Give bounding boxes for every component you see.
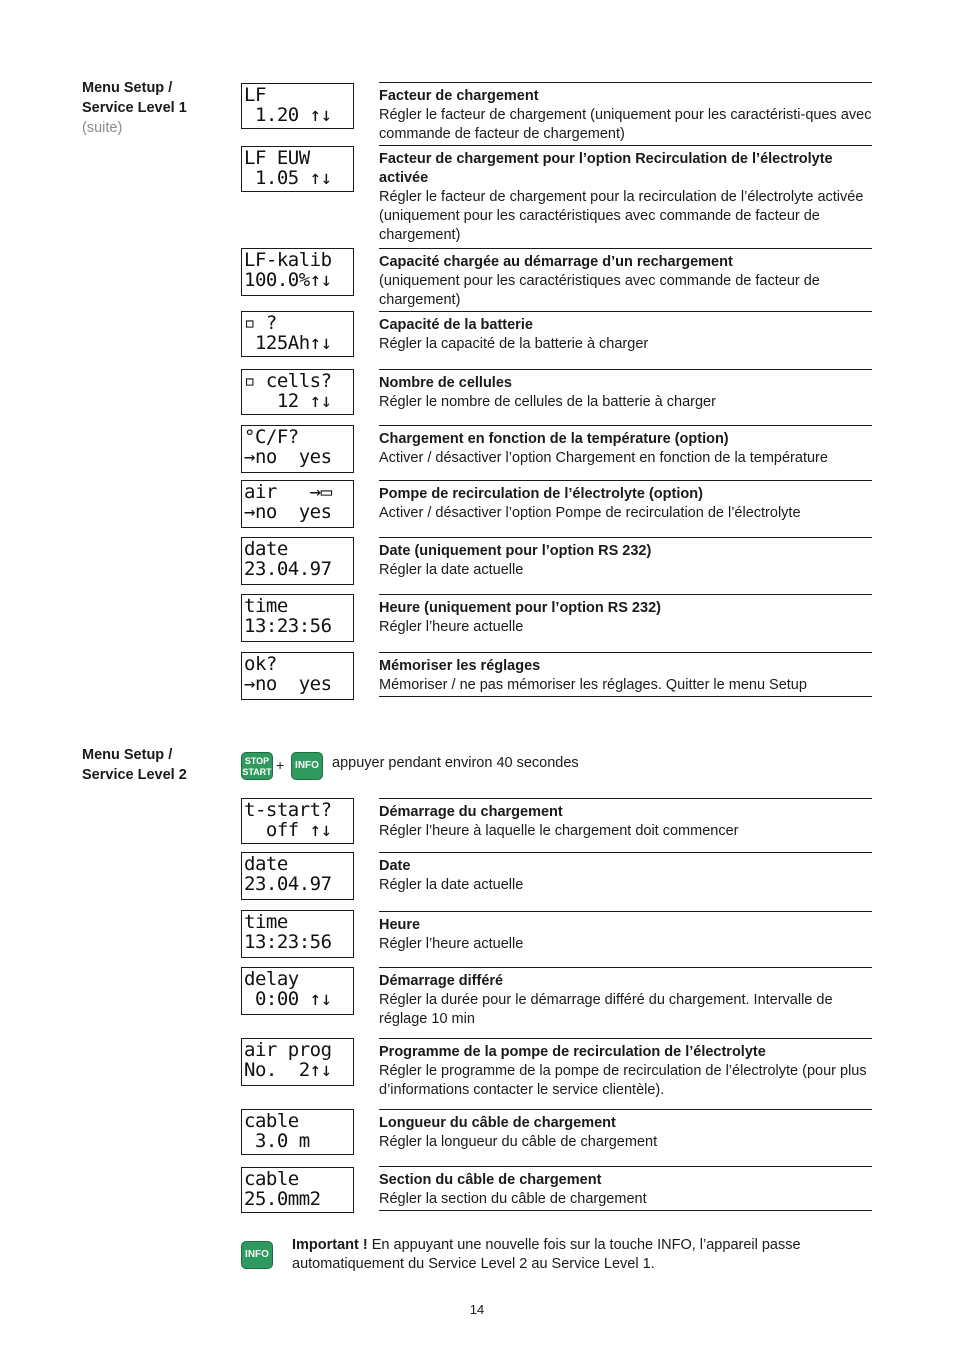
setting-description bbox=[379, 652, 872, 695]
lcd-line1: cable bbox=[244, 1169, 299, 1189]
setting-title: Démarrage différé bbox=[379, 973, 504, 989]
instruction-text: appuyer pendant environ 40 secondes bbox=[332, 755, 579, 771]
setting-body: Activer / désactiver l’option Pompe de recirculation de l’électrolyte bbox=[379, 505, 801, 521]
setting-title: Facteur de chargement pour l’option Recirculation de l’électrolyte activée bbox=[379, 151, 833, 186]
setting-description bbox=[379, 369, 872, 412]
lcd-line1: date bbox=[244, 539, 288, 559]
lcd-display bbox=[241, 369, 354, 415]
setting-description bbox=[379, 537, 872, 580]
lcd-line2: →no yes bbox=[244, 447, 332, 467]
setting-description bbox=[379, 311, 872, 354]
setting-title: Heure (uniquement pour l’option RS 232) bbox=[379, 600, 661, 616]
setting-description bbox=[379, 480, 872, 523]
lcd-display bbox=[241, 480, 354, 528]
lcd-line2: 100.0%↑↓ bbox=[244, 270, 332, 290]
lcd-line2: →no yes bbox=[244, 674, 332, 694]
setting-body: Régler l’heure actuelle bbox=[379, 619, 524, 635]
start-text: START bbox=[242, 767, 272, 777]
lcd-display bbox=[241, 311, 354, 357]
setting-body: Régler l’heure actuelle bbox=[379, 936, 524, 952]
lcd-display bbox=[241, 425, 354, 473]
setting-body: Activer / désactiver l’option Chargement en fonction de la température bbox=[379, 450, 828, 466]
setting-description bbox=[379, 1166, 872, 1209]
label-line2: Service Level 2 bbox=[82, 767, 187, 783]
setting-title: Capacité de la batterie bbox=[379, 317, 533, 333]
lcd-line2: 0:00 ↑↓ bbox=[244, 989, 332, 1009]
setting-description bbox=[379, 798, 872, 841]
lcd-line2: off ↑↓ bbox=[244, 820, 332, 840]
stop-start-button-icon bbox=[241, 752, 273, 780]
setting-description bbox=[379, 594, 872, 637]
lcd-line2: 1.05 ↑↓ bbox=[244, 168, 332, 188]
lcd-line1: °C/F? bbox=[244, 427, 299, 447]
setting-body: Régler la longueur du câble de chargement bbox=[379, 1134, 658, 1150]
lcd-display bbox=[241, 1038, 354, 1086]
setting-title: Date bbox=[379, 858, 411, 874]
lcd-line2: 12 ↑↓ bbox=[244, 391, 332, 411]
label-line1: Menu Setup / bbox=[82, 80, 173, 96]
lcd-display bbox=[241, 83, 354, 129]
setting-title: Nombre de cellules bbox=[379, 375, 512, 391]
lcd-line1: t-start? bbox=[244, 800, 332, 820]
setting-description bbox=[379, 425, 872, 468]
lcd-line1: delay bbox=[244, 969, 299, 989]
lcd-line1: air →▭ bbox=[244, 482, 332, 502]
important-lead: Important ! bbox=[292, 1237, 368, 1253]
setting-body: Régler le programme de la pompe de recirculation de l’électrolyte (pour plus d’informations contacter le service clientèle). bbox=[379, 1063, 867, 1098]
lcd-display bbox=[241, 852, 354, 900]
lcd-line2: 13:23:56 bbox=[244, 616, 332, 636]
setting-title: Date (uniquement pour l’option RS 232) bbox=[379, 543, 652, 559]
setting-description bbox=[379, 911, 872, 954]
lcd-display bbox=[241, 910, 354, 958]
setting-description bbox=[379, 967, 872, 1029]
page-number: 14 bbox=[469, 1302, 485, 1317]
plus-sign: + bbox=[276, 757, 285, 773]
important-note bbox=[292, 1236, 882, 1274]
setting-body: Régler le nombre de cellules de la batterie à charger bbox=[379, 394, 716, 410]
setting-body: Régler la date actuelle bbox=[379, 877, 524, 893]
closing-rule bbox=[379, 696, 872, 697]
setting-body: Régler le facteur de chargement pour la recirculation de l’électrolyte activée (uniquement pour les caractéristiques avec commande de facteur de chargement) bbox=[379, 189, 864, 243]
lcd-line2: 125Ah↑↓ bbox=[244, 333, 332, 353]
lcd-line2: 1.20 ↑↓ bbox=[244, 105, 332, 125]
lcd-line2: 23.04.97 bbox=[244, 559, 332, 579]
setting-title: Mémoriser les réglages bbox=[379, 658, 541, 674]
lcd-display bbox=[241, 594, 354, 642]
info-button-icon bbox=[241, 1241, 273, 1269]
setting-description bbox=[379, 852, 872, 895]
lcd-line1: time bbox=[244, 596, 288, 616]
lcd-line1: ▫ cells? bbox=[244, 371, 332, 391]
setting-title: Capacité chargée au démarrage d’un rechargement bbox=[379, 254, 733, 270]
setting-body: Régler la date actuelle bbox=[379, 562, 524, 578]
lcd-line1: date bbox=[244, 854, 288, 874]
setting-description bbox=[379, 82, 872, 144]
setting-title: Programme de la pompe de recirculation de l’électrolyte bbox=[379, 1044, 766, 1060]
setting-description bbox=[379, 248, 872, 310]
lcd-line1: LF EUW bbox=[244, 148, 310, 168]
lcd-line1: ok? bbox=[244, 654, 277, 674]
section-label-level1 bbox=[82, 78, 187, 138]
setting-body: Régler la durée pour le démarrage différé du chargement. Intervalle de réglage 10 min bbox=[379, 992, 833, 1027]
setting-description bbox=[379, 1038, 872, 1100]
lcd-display bbox=[241, 248, 354, 296]
lcd-line1: LF-kalib bbox=[244, 250, 332, 270]
setting-description bbox=[379, 1109, 872, 1152]
lcd-display bbox=[241, 146, 354, 192]
info-button-icon bbox=[291, 752, 323, 780]
lcd-display bbox=[241, 798, 354, 844]
lcd-line2: No. 2↑↓ bbox=[244, 1060, 332, 1080]
lcd-display bbox=[241, 1167, 354, 1213]
setting-title: Pompe de recirculation de l’électrolyte (option) bbox=[379, 486, 703, 502]
lcd-display bbox=[241, 652, 354, 700]
setting-body: Régler la section du câble de chargement bbox=[379, 1191, 647, 1207]
setting-title: Chargement en fonction de la température (option) bbox=[379, 431, 729, 447]
section-label-level2 bbox=[82, 745, 187, 785]
lcd-line2: 3.0 m bbox=[244, 1131, 310, 1151]
lcd-line1: LF bbox=[244, 85, 266, 105]
important-text: En appuyant une nouvelle fois sur la touche INFO, l’appareil passe automatiquement du Service Level 2 au Service Level 1. bbox=[292, 1237, 801, 1272]
lcd-line2: →no yes bbox=[244, 502, 332, 522]
setting-body: (uniquement pour les caractéristiques avec commande de facteur de chargement) bbox=[379, 273, 820, 308]
setting-body: Régler l’heure à laquelle le chargement doit commencer bbox=[379, 823, 739, 839]
setting-title: Facteur de chargement bbox=[379, 88, 539, 104]
label-sub: (suite) bbox=[82, 120, 123, 136]
setting-description bbox=[379, 145, 872, 245]
lcd-display bbox=[241, 537, 354, 585]
closing-rule bbox=[379, 1210, 872, 1211]
setting-body: Régler la capacité de la batterie à charger bbox=[379, 336, 649, 352]
setting-title: Longueur du câble de chargement bbox=[379, 1115, 616, 1131]
setting-title: Démarrage du chargement bbox=[379, 804, 563, 820]
lcd-line2: 25.0mm2 bbox=[244, 1189, 321, 1209]
setting-title: Heure bbox=[379, 917, 421, 933]
lcd-line1: time bbox=[244, 912, 288, 932]
lcd-line2: 23.04.97 bbox=[244, 874, 332, 894]
lcd-line1: air prog bbox=[244, 1040, 332, 1060]
lcd-display bbox=[241, 967, 354, 1015]
info-text: INFO bbox=[245, 1249, 269, 1260]
label-line2: Service Level 1 bbox=[82, 100, 187, 116]
lcd-line2: 13:23:56 bbox=[244, 932, 332, 952]
setting-title: Section du câble de chargement bbox=[379, 1172, 602, 1188]
setting-body: Régler le facteur de chargement (uniquement pour les caractéristi-ques avec commande de facteur de chargement) bbox=[379, 107, 872, 142]
lcd-display bbox=[241, 1109, 354, 1155]
stop-text: STOP bbox=[244, 756, 270, 766]
lcd-line1: cable bbox=[244, 1111, 299, 1131]
setting-body: Mémoriser / ne pas mémoriser les réglages. Quitter le menu Setup bbox=[379, 677, 807, 693]
info-text: INFO bbox=[295, 760, 319, 771]
lcd-line1: ▫ ? bbox=[244, 313, 277, 333]
label-line1: Menu Setup / bbox=[82, 747, 173, 763]
